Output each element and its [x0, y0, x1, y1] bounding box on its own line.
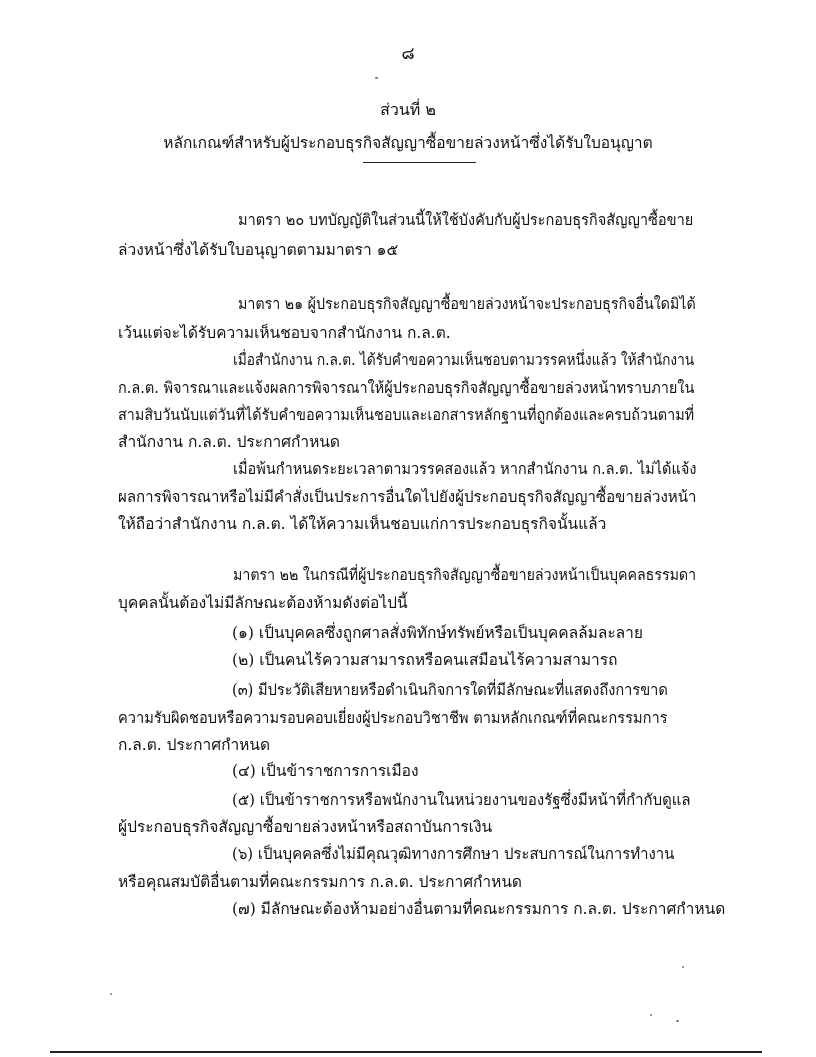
heading-underline [363, 162, 476, 163]
body-line: ให้ถือว่าสำนักงาน ก.ล.ต. ได้ให้ความเห็นชอบแก่การประกอบธุรกิจนั้นแล้ว [118, 515, 607, 533]
body-line: เมื่อสำนักงาน ก.ล.ต. ได้รับคำขอความเห็นชอบตามวรรคหนึ่งแล้ว ให้สำนักงาน [233, 351, 695, 369]
body-line: บุคคลนั้นต้องไม่มีลักษณะต้องห้ามดังต่อไปนี้ [118, 594, 408, 612]
body-line: ก.ล.ต. พิจารณาและแจ้งผลการพิจารณาให้ผู้ประกอบธุรกิจสัญญาซื้อขายล่วงหน้าทราบภายใน [118, 379, 695, 397]
body-line: เมื่อพ้นกำหนดระยะเวลาตามวรรคสองแล้ว หากสำนักงาน ก.ล.ต. ไม่ได้แจ้ง [233, 460, 697, 478]
body-line: (๒) เป็นคนไร้ความสามารถหรือคนเสมือนไร้ความสามารถ [232, 651, 618, 669]
body-line: ความรับผิดชอบหรือความรอบคอบเยี่ยงผู้ประกอบวิชาชีพ ตามหลักเกณฑ์ที่คณะกรรมการ [118, 709, 668, 727]
body-line: มาตรา ๒๐ บทบัญญัติในส่วนนี้ให้ใช้บังคับกับผู้ประกอบธุรกิจสัญญาซื้อขาย [238, 211, 694, 229]
body-line: สามสิบวันนับแต่วันที่ได้รับคำขอความเห็นชอบและเอกสารหลักฐานที่ถูกต้องและครบถ้วนตามที่ [118, 406, 695, 424]
scan-speck [676, 1020, 679, 1022]
body-line: มาตรา ๒๒ ในกรณีที่ผู้ประกอบธุรกิจสัญญาซื้อขายล่วงหน้าเป็นบุคคลธรรมดา [233, 566, 697, 584]
section-heading: หลักเกณฑ์สำหรับผู้ประกอบธุรกิจสัญญาซื้อขายล่วงหน้าซึ่งได้รับใบอนุญาต [163, 134, 653, 152]
scan-speck [650, 1014, 652, 1016]
body-line: (๗) มีลักษณะต้องห้ามอย่างอื่นตามที่คณะกรรมการ ก.ล.ต. ประกาศกำหนด [232, 900, 726, 918]
scan-speck [682, 966, 684, 968]
body-line: (๖) เป็นบุคคลซึ่งไม่มีคุณวุฒิทางการศึกษา ประสบการณ์ในการทำงาน [232, 845, 675, 863]
body-line: (๔) เป็นข้าราชการการเมือง [232, 762, 419, 780]
body-line: (๕) เป็นข้าราชการหรือพนักงานในหน่วยงานของรัฐซึ่งมีหน้าที่กำกับดูแล [232, 791, 691, 809]
scan-speck [375, 77, 378, 79]
body-line: สำนักงาน ก.ล.ต. ประกาศกำหนด [118, 433, 340, 451]
body-line: (๑) เป็นบุคคลซึ่งถูกศาลสั่งพิทักษ์ทรัพย์หรือเป็นบุคคลล้มละลาย [232, 624, 643, 642]
body-line: (๓) มีประวัติเสียหายหรือดำเนินกิจการใดที่มีลักษณะที่แสดงถึงการขาด [232, 681, 668, 699]
scan-speck [110, 993, 112, 995]
section-title: ส่วนที่ ๒ [380, 100, 436, 119]
page-bottom-rule [50, 1051, 762, 1053]
body-line: หรือคุณสมบัติอื่นตามที่คณะกรรมการ ก.ล.ต. ประกาศกำหนด [118, 873, 522, 891]
body-line: ผู้ประกอบธุรกิจสัญญาซื้อขายล่วงหน้าหรือสถาบันการเงิน [118, 818, 493, 836]
body-line: ล่วงหน้าซึ่งได้รับใบอนุญาตตามมาตรา ๑๕ [118, 241, 399, 259]
body-line: ก.ล.ต. ประกาศกำหนด [118, 736, 271, 754]
body-line: เว้นแต่จะได้รับความเห็นชอบจากสำนักงาน ก.ล.ต. [118, 324, 451, 342]
page-number: ๘ [401, 44, 415, 64]
body-line: ผลการพิจารณาหรือไม่มีคำสั่งเป็นประการอื่นใดไปยังผู้ประกอบธุรกิจสัญญาซื้อขายล่วงหน้า [118, 488, 697, 506]
body-line: มาตรา ๒๑ ผู้ประกอบธุรกิจสัญญาซื้อขายล่วงหน้าจะประกอบธุรกิจอื่นใดมิได้ [238, 295, 696, 313]
